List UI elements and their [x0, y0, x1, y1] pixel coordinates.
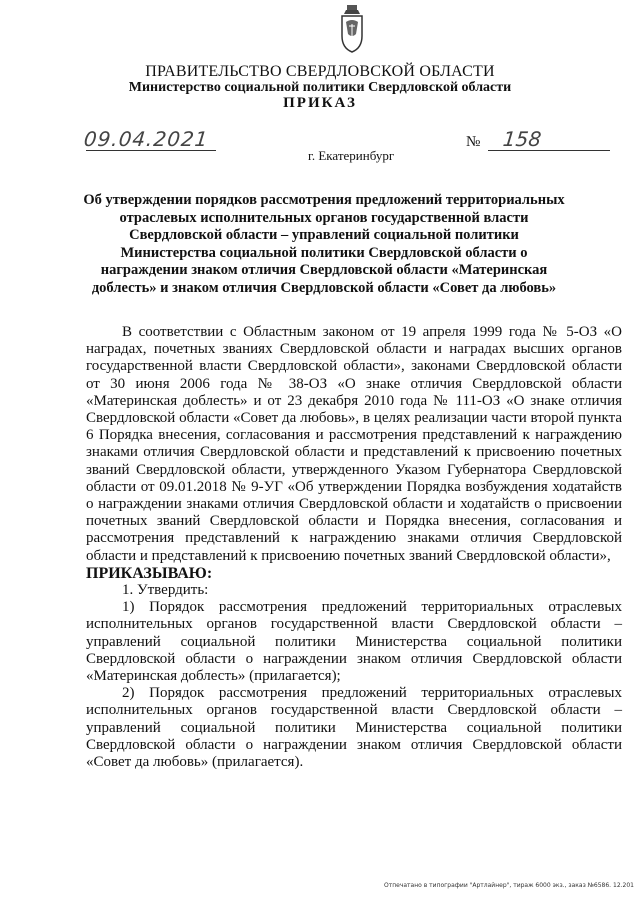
number-underline — [488, 150, 610, 151]
order-date: 09.04.2021 — [82, 127, 210, 151]
city-label: г. Екатеринбург — [308, 148, 395, 163]
item-1-1: 1) Порядок рассмотрения предложений территориальных отраслевых исполнительных органов государственной власти Свердловской области – управлений социальной политики Министерства социальной политики Свердловской области о награждении знаком отличия Свердловской области «Материнская доблесть» (прилагается); — [86, 599, 622, 685]
order-number: 158 — [501, 127, 543, 151]
government-title: ПРАВИТЕЛЬСТВО СВЕРДЛОВСКОЙ ОБЛАСТИ — [145, 63, 495, 80]
document-type: ПРИКАЗ — [283, 95, 357, 111]
order-body — [86, 324, 622, 771]
preamble: В соответствии с Областным законом от 19 апреля 1999 года № 5-ОЗ «О наградах, почетных званиях Свердловской области и наградах высших органов государственной власти Свердловской области», законами Свердловской области от 30 июня 2006 года № 38-ОЗ «О знаке отличия Свердловской области «Материнская доблесть» и от 23 декабря 2010 года № 111-ОЗ «О знаке отличия Свердловской области «Совет да любовь», в целях реализации части второй пункта 6 Порядка внесения, согласования и рассмотрения представлений к награждению знаками отличия Свердловской области и представлений к присвоению почетных званий Свердловской области, утвержденного Указом Губернатора Свердловской области от 09.01.2018 № 9-УГ «Об утверждении Порядка возбуждения ходатайств о награждении знаками отличия Свердловской области и ходатайств о присвоении почетных званий Свердловской области и Порядка внесения, согласования и рассмотрения представлений к награждению знаками отличия Свердловской области и представлений к присвоению почетных званий Свердловской области», — [86, 324, 622, 564]
item-1-2: 2) Порядок рассмотрения предложений территориальных отраслевых исполнительных органов государственной власти Свердловской области – управлений социальной политики Министерства социальной политики Свердловской области о награждении знаком отличия Свердловской области «Совет да любовь» (прилагается). — [86, 685, 622, 771]
item-1: 1. Утвердить: — [122, 582, 209, 599]
ministry-title: Министерство социальной политики Свердловской области — [128, 80, 512, 95]
print-footer: Отпечатано в типографии "Артлайнер", тираж 6000 экз., заказ №6586. 12.201 — [384, 882, 634, 889]
order-title: Об утверждении порядков рассмотрения предложений территориальных отраслевых исполнительных органов государственной власти Свердловской области – управлений социальной политики Министерства социальной политики Свердловской области о награждении знаком отличия Свердловской области «Материнская доблесть» и знаком отличия Свердловской области «Совет да любовь» — [83, 192, 565, 296]
date-underline — [86, 150, 216, 151]
number-sign: № — [466, 134, 481, 150]
order-word: ПРИКАЗЫВАЮ: — [86, 564, 213, 582]
coat-of-arms-icon — [338, 4, 366, 54]
